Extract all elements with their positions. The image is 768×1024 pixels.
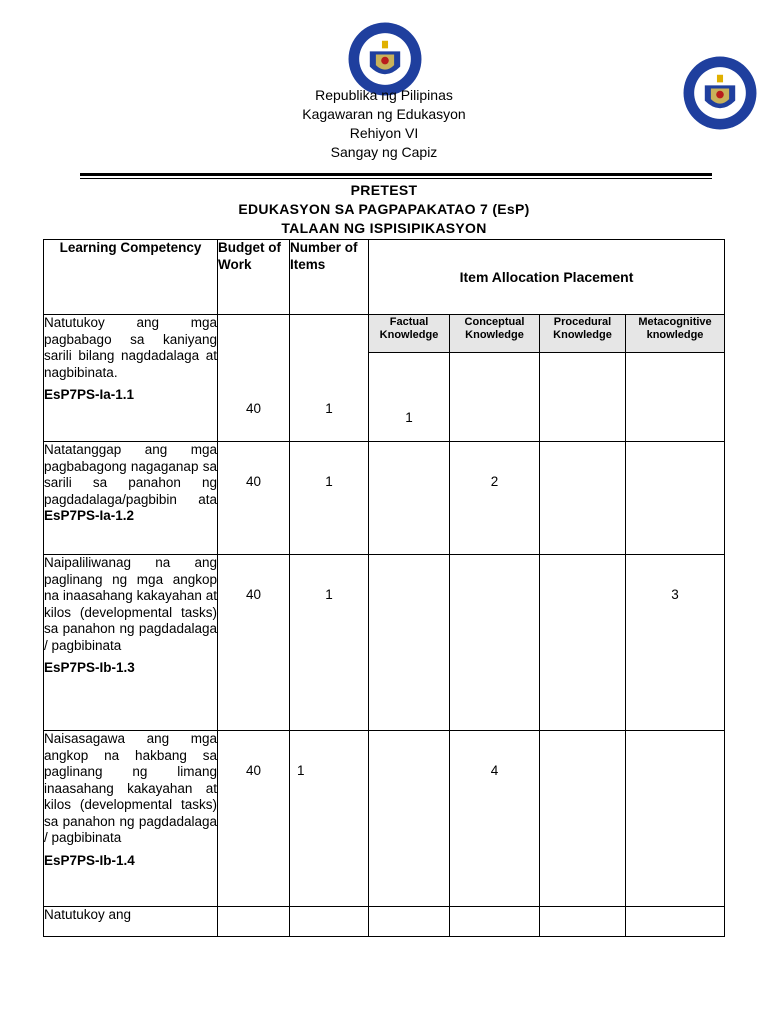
placement-cell — [450, 442, 540, 555]
placement-cell — [369, 353, 450, 442]
placement-cell — [369, 555, 450, 731]
header-budget-of-work: Budget of Work — [218, 240, 290, 315]
items-value: 1 — [325, 474, 333, 489]
document-title: PRETEST — [350, 182, 418, 198]
items-value: 1 — [325, 587, 333, 602]
competency-cell — [44, 555, 218, 731]
header-divider-thin — [80, 178, 712, 179]
competency-text: Naisasagawa ang mga angkop na hakbang sa paglinang ng limang inaasahang kakayahan at kilos (developmental tasks) sa panahon ng pagdadalaga / pagbibinata — [44, 731, 217, 845]
competency-code: EsP7PS-Ia-1.1 — [44, 387, 135, 402]
metacognitive-knowledge-header: Metacognitive knowledge — [626, 315, 725, 353]
budget-value: 40 — [245, 587, 262, 602]
budget-value: 40 — [245, 763, 262, 778]
document-subtitle: EDUKASYON SA PAGPAPAKATAO 7 (EsP) — [238, 201, 530, 217]
conceptual-knowledge-header: Conceptual Knowledge — [450, 315, 540, 353]
competency-code: EsP7PS-Ib-1.3 — [44, 660, 135, 675]
placement-cell — [626, 555, 725, 731]
budget-cell — [218, 907, 290, 937]
items-value: 1 — [297, 763, 305, 778]
budget-value: 40 — [245, 474, 262, 489]
placement-cell — [450, 555, 540, 731]
budget-cell — [218, 731, 290, 907]
placement-value: 4 — [490, 763, 499, 778]
items-cell — [290, 555, 369, 731]
competency-code: EsP7PS-Ib-1.4 — [44, 852, 135, 868]
factual-knowledge-header: Factual Knowledge — [369, 315, 450, 353]
letterhead-line: Sangay ng Capiz — [330, 144, 438, 160]
budget-value: 40 — [245, 401, 262, 416]
document-title-block — [0, 181, 768, 238]
placement-cell — [540, 353, 626, 442]
placement-cell — [626, 353, 725, 442]
placement-cell — [626, 907, 725, 937]
placement-value: 3 — [671, 587, 679, 602]
document-subtitle: TALAAN NG ISPISIPIKASYON — [281, 220, 487, 236]
specification-table — [43, 239, 725, 937]
items-value: 1 — [325, 401, 333, 416]
header-item-allocation: Item Allocation Placement — [369, 240, 725, 315]
placement-cell — [369, 907, 450, 937]
header-divider — [80, 173, 712, 176]
placement-cell — [450, 731, 540, 907]
header-number-of-items: Number of Items — [290, 240, 369, 315]
budget-cell — [218, 315, 290, 442]
competency-cell — [44, 907, 218, 937]
competency-cell — [44, 442, 218, 555]
budget-cell — [218, 555, 290, 731]
competency-cell — [44, 315, 218, 442]
placement-cell — [540, 731, 626, 907]
competency-text: Natatanggap ang mga pagbabagong nagaganap sa sarili sa panahon ng pagdadalaga/pagbibin ata — [44, 442, 217, 507]
placement-value: 1 — [405, 410, 413, 425]
budget-cell — [218, 442, 290, 555]
competency-text: Naipaliliwanag na ang paglinang ng mga angkop na inaasahang kakayahan at kilos (developmental tasks) sa panahon ng pagdadalaga / pagbibinata — [44, 555, 217, 653]
items-cell — [290, 442, 369, 555]
competency-text: Natutukoy ang mga pagbabago sa kaniyang sarili bilang nagdadalaga at nagbibinata. — [44, 315, 217, 380]
procedural-knowledge-header: Procedural Knowledge — [540, 315, 626, 353]
competency-code: EsP7PS-Ia-1.2 — [44, 508, 135, 523]
placement-cell — [450, 353, 540, 442]
competency-cell — [44, 731, 218, 907]
letterhead — [0, 86, 768, 162]
placement-cell — [540, 442, 626, 555]
letterhead-line: Republika ng Pilipinas — [315, 87, 453, 103]
header-learning-competency: Learning Competency — [44, 240, 218, 315]
competency-text: Natutukoy ang — [44, 907, 132, 922]
letterhead-line: Rehiyon VI — [349, 125, 419, 141]
placement-cell — [450, 907, 540, 937]
letterhead-line: Kagawaran ng Edukasyon — [302, 106, 466, 122]
placement-cell — [369, 442, 450, 555]
placement-cell — [626, 731, 725, 907]
placement-cell — [369, 731, 450, 907]
placement-cell — [540, 907, 626, 937]
items-cell — [290, 731, 369, 907]
placement-value: 2 — [490, 474, 499, 489]
items-cell — [290, 315, 369, 442]
items-cell — [290, 907, 369, 937]
placement-cell — [626, 442, 725, 555]
placement-cell — [540, 555, 626, 731]
